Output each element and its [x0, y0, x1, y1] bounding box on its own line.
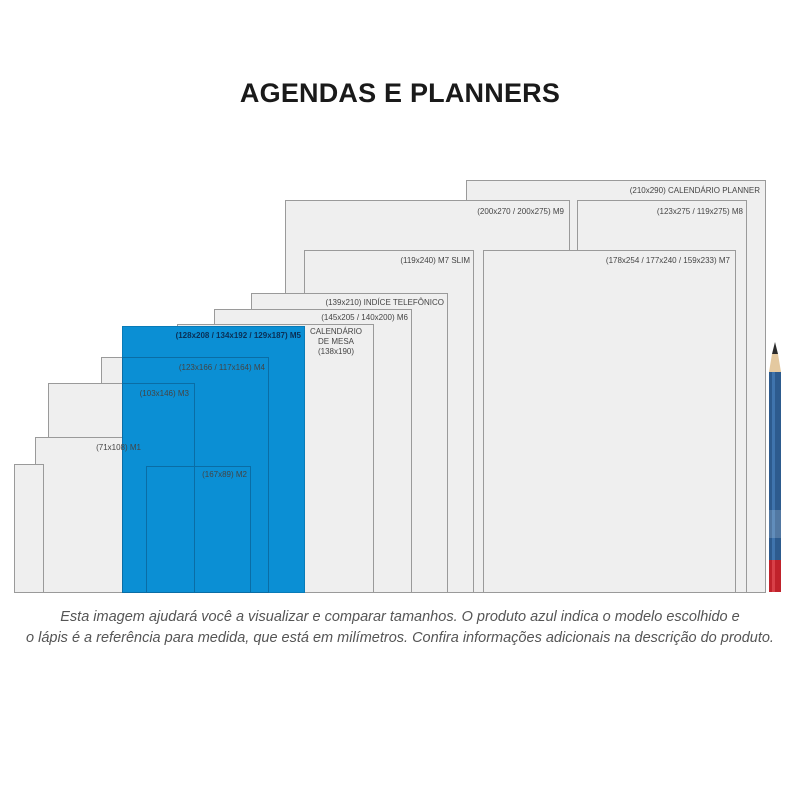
sheet-base — [14, 464, 44, 593]
label-m3: (103x146) M3 — [139, 389, 189, 398]
sheet-m7 — [483, 250, 736, 593]
pencil-icon — [764, 342, 786, 594]
caption-line-2: o lápis é a referência para medida, que está em milímetros. Confira informações adicionais na descrição do produto. — [26, 630, 774, 646]
label-m2: (167x89) M2 — [202, 470, 247, 479]
label-m4: (123x166 / 117x164) M4 — [178, 363, 265, 372]
label-m7: (178x254 / 177x240 / 159x233) M7 — [605, 256, 730, 265]
caption-line-1: Esta imagem ajudará você a visualizar e comparar tamanhos. O produto azul indica o modelo escolhido e — [60, 609, 740, 625]
label-tel: (139x210) INDÍCE TELEFÔNICO — [325, 298, 444, 307]
label-planner: (210x290) CALENDÁRIO PLANNER — [629, 186, 760, 195]
label-m5: (128x208 / 134x192 / 129x187) M5 — [175, 331, 301, 340]
label-m9: (200x270 / 200x275) M9 — [477, 207, 564, 216]
label-mesa: CALENDÁRIO DE MESA (138x190) — [310, 327, 363, 356]
page-title: AGENDAS E PLANNERS — [239, 78, 561, 108]
label-m1: (71x108) M1 — [96, 443, 141, 452]
label-m6: (145x205 / 140x200) M6 — [321, 313, 408, 322]
label-m8: (123x275 / 119x275) M8 — [656, 207, 743, 216]
label-m7slim: (119x240) M7 SLIM — [400, 256, 470, 265]
sheet-m2 — [146, 466, 251, 593]
